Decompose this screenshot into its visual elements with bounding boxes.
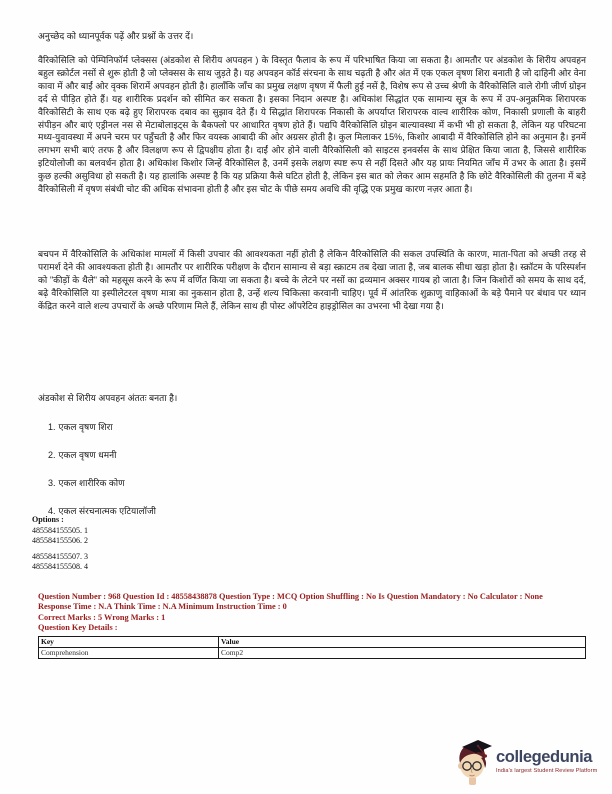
choice-number: 4. bbox=[48, 506, 56, 516]
logo-wordmark: collegedunia bbox=[496, 747, 593, 766]
passage-paragraph-2: बचपन में वैरिकोसिलि के अधिकांश मामलों में किसी उपचार की आवश्यकता नहीं होती है लेकिन वैरिकोसिलि की सकल उपस्थिति के कारण, माता-पिता को अच्छी तरह से परामर्श देने की आवश्यकता होती है। आमतौर पर शारीरिक परीक्षण के दौरान सामान्य से बड़ा स्क्राटम तब देखा जाता है, जब बालक सीधा खड़ा होता है। स्क्रॉटम के परिस्पर्शन को "कीड़ों के थैले" को महसूस करने के रूप में वर्णित किया जा सकता है। बच्चे के लेटने पर नसों का द्रव्यमान अक्सर गायब हो जाता है। जिन किशोरों को समय के साथ दर्द, बढ़े वैरिकोसिलि या इस्पीलेटरल वृषण मात्रा का नुकसान होता है, उन्हें शल्य चिकित्सा करवानी चाहिए। पूर्व में आंतरिक शुक्राणु वाहिकाओं के बड़े पैमाने पर बंधाव पर ध्यान केंद्रित करने वाले शल्य उपचारों के अच्छे परिणाम मिले हैं, लेकिन साथ ही पोस्ट ऑपरेटिव हाइड्रोसिल का उभरना भी देखा गया है। bbox=[38, 249, 586, 311]
key-cell: Comprehension bbox=[39, 648, 219, 659]
metadata-line-2: Response Time : N.A Think Time : N.A Minimum Instruction Time : 0 bbox=[38, 602, 287, 612]
choice-number: 2. bbox=[48, 450, 56, 460]
collegedunia-mascot-icon bbox=[452, 733, 494, 789]
question-key-table bbox=[38, 636, 586, 659]
option-id-1: 485584155505. 1 bbox=[32, 526, 88, 535]
logo-text-group bbox=[496, 749, 597, 774]
passage-paragraph-1: वैरिकोसिलि को पेम्पिनिफॉर्म प्लेक्सस (अंडकोश से शिरीय अपवहन ) के विस्तृत फैलाव के रूप में परिभाषित किया जा सकता है। आमतौर पर अंडकोश के शिरीय अपवहन बहुल स्क्रोर्टल नसों से शुरू होती है जो प्लेक्सस के साथ जुड़ते है। यह अपवहन कॉर्ड संरचना के साथ चढ़ती है और अंत में एक एकल वृषण शिरा बनाती है जो दाहिनी ओर वेना कावा में और बाईं ओर वृक्क शिरामें अपवहन होती है। हालाँकि जाँच का प्रमुख लक्षण वृषण में फैली हुई नसें है, विशेष रूप से उच्च श्रेणी के वैरिकोसिलि वाले रोगी जीर्ण ग्रोइन दर्द से पीड़ित होते हैं। यह शारीरिक प्रदर्शन को सीमित कर सकता है। इसका निदान अस्पष्ट है। अधिकांश सिद्धांत एक सामान्य सूत्र के रूप में उप-अनुक्रमिक शिरापरक वैरिकोसिटी के साथ एक बढ़े हुए शिरापरक दबाव का सुझाव देते हैं। ये सिद्धांत शिरापरक निकासी के अपर्याप्त शिरापरक वाल्व शारीरिक कोण, निकासी प्रणाली के बाहरी संपीड़न और बाएं एड्रीनल नस से मेटाबोलाइट्स के बैकफ्लो पर आधारित वृषण होते हैं। पद्यपि वैरिकोसिलि ग्रोइन बाल्यावस्था में कभी भी हो सकता है, लेकिन यह परिघटना मध्य-युवावस्था में अपने चरम पर पहुँचती है और फिर वयस्क आबादी की ओर अग्रसर होती है। कुल मिलाकर 15%, किशोर आबादी में वैरिकोसिलि होने का अनुमान है। इनमें लगभग सभी बाएं तरफ है और विलक्षण रूप से द्विपक्षीय होता है। दाईं ओर होने वाली वैरिकोसिली को साइटस इनवर्सस के साथ प्रेक्षित किया जाता है, जिससे शारीरिक इटियोलोजी का बलवर्धन होता है। अधिकांश किशोर जिन्हें वैरिकोसिल है, उनमें इसके लक्षण स्पष्ट रूप से नहीं दिसते और यह प्रायः नियमित जाँच में उभर के आता है। इसमें कुछ हल्की असुविधा हो सकती है। यह हालांकि अस्पष्ट है कि यह प्रक्रिया कैसे घटित होती है, लेकिन इस बात को लेकर आम सहमति है कि छोटे वैरिकोसिली की तुलना में बड़े वैरिकोसिली में वृषण संबंधी चोट की अधिक संभावना होती है और इस चोट के पीछे समय अवधि की वृद्धि एक प्रमुख कारण नज़र आता है। bbox=[38, 55, 586, 195]
choice-text: एकल वृषण शिरा bbox=[58, 422, 113, 432]
option-id-3: 485584155507. 3 bbox=[32, 552, 88, 561]
passage-instruction: अनुच्छेद को ध्यानपूर्वक पढ़ें और प्रश्नों के उत्तर दें। bbox=[38, 31, 194, 41]
question-stem: अंडकोश से शिरीय अपवहन अंततः बनता है। bbox=[38, 393, 178, 403]
metadata-line-4: Question Key Details : bbox=[38, 622, 118, 632]
choice-item-3 bbox=[48, 477, 548, 490]
options-block bbox=[32, 515, 580, 572]
logo-tagline: India's largest Student Review Platform bbox=[496, 767, 598, 774]
question-metadata bbox=[38, 592, 598, 633]
choice-text: एकल वृषण धमनी bbox=[58, 450, 117, 460]
options-label: Options : bbox=[32, 515, 64, 524]
choice-text: एकल संरचनात्मक एटियालॉजी bbox=[58, 506, 156, 516]
metadata-line-3: Correct Marks : 5 Wrong Marks : 1 bbox=[38, 612, 166, 622]
choice-number: 3. bbox=[48, 478, 56, 488]
choice-item-2 bbox=[48, 449, 548, 462]
choice-number: 1. bbox=[48, 422, 56, 432]
choice-item-1 bbox=[48, 421, 548, 434]
option-id-2: 485584155506. 2 bbox=[32, 536, 88, 545]
value-column-header: Value bbox=[219, 637, 586, 648]
choice-text: एकल शारीरिक कोण bbox=[58, 478, 125, 488]
table-header-row bbox=[39, 637, 586, 648]
key-column-header: Key bbox=[39, 637, 219, 648]
value-cell: Comp2 bbox=[219, 648, 586, 659]
table-row bbox=[39, 648, 586, 659]
collegedunia-logo bbox=[452, 733, 602, 789]
metadata-line-1: Question Number : 968 Question Id : 48558438878 Question Type : MCQ Option Shuffling : No Is Question Mandatory : No Calculator : None bbox=[38, 592, 543, 601]
option-id-4: 485584155508. 4 bbox=[32, 562, 88, 571]
